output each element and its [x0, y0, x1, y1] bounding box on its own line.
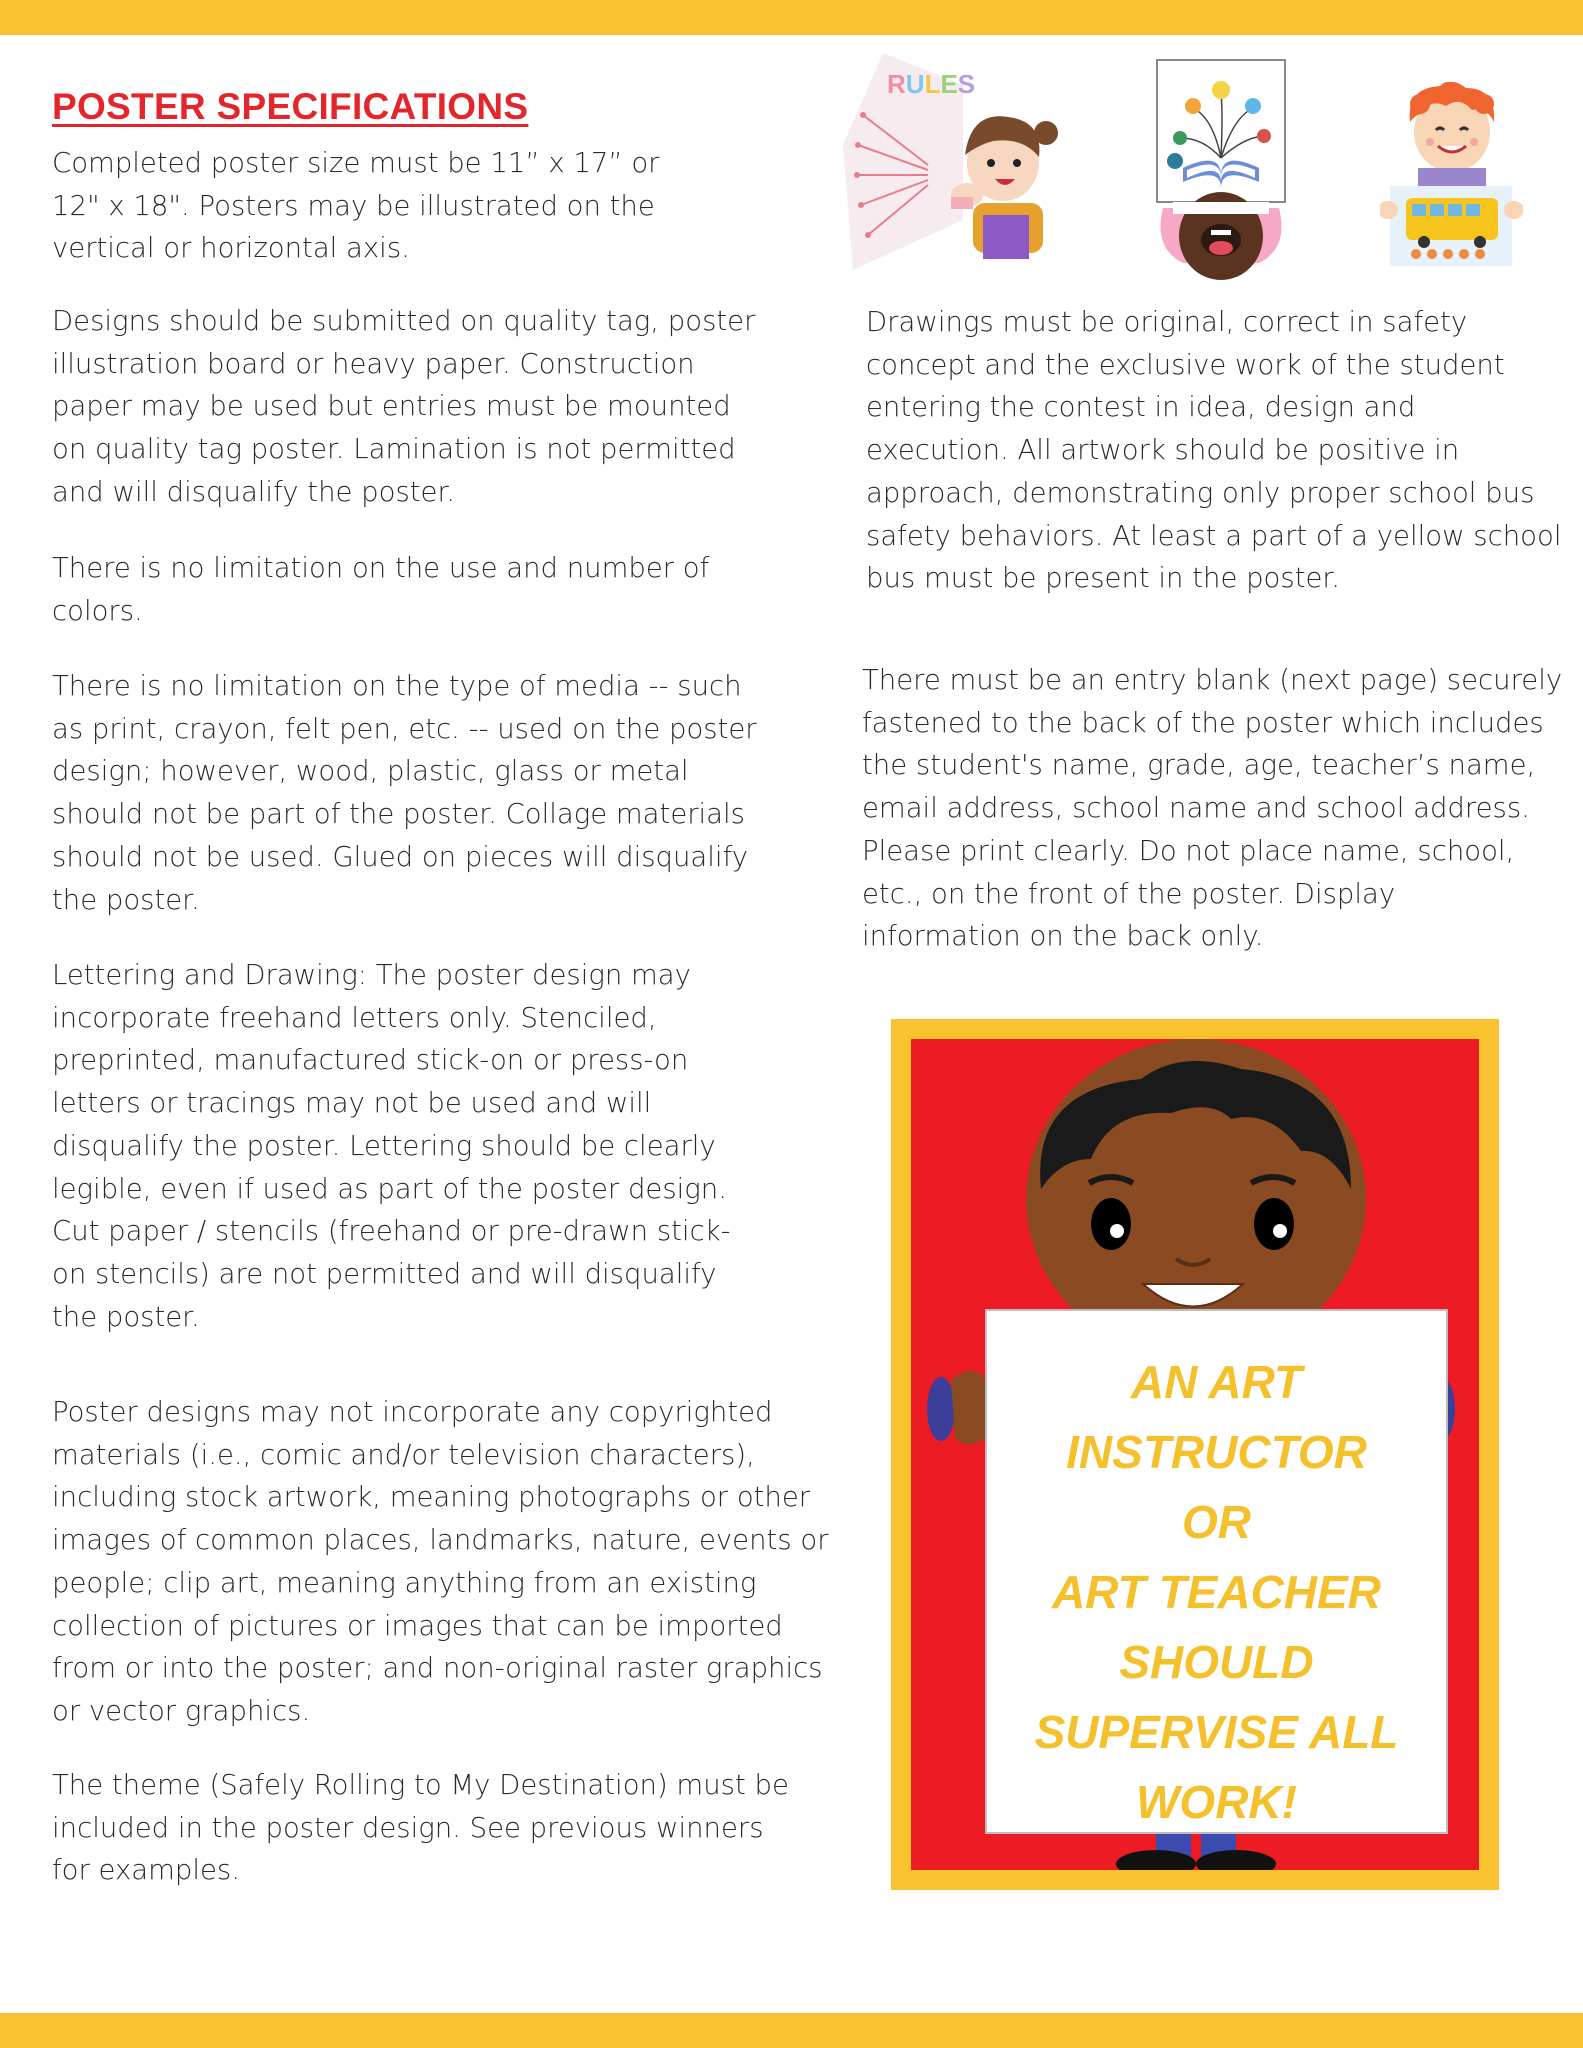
text-line: 12" x 18". Posters may be illustrated on the: [52, 189, 655, 222]
text-line: There is no limitation on the type of media -- such: [52, 670, 742, 702]
poster-line: SUPERVISE ALL: [1034, 1706, 1399, 1758]
text-line: preprinted, manufactured stick-on or press-on: [52, 1044, 689, 1077]
girl-rules-illustration: [843, 45, 1068, 277]
text-line: entering the contest in idea, design and: [866, 391, 1416, 424]
text-line: from or into the poster; and non-original raster graphics: [52, 1652, 823, 1685]
text-line: including stock artwork, meaning photographs or other: [52, 1481, 811, 1514]
text-line: letters or tracings may not be used and will: [52, 1087, 652, 1120]
text-line: Designs should be submitted on quality tag, poster: [52, 305, 756, 337]
poster-line: OR: [1182, 1496, 1251, 1548]
text-line: There is no limitation on the use and number of: [52, 552, 710, 584]
text-line: should not be used. Glued on pieces will disqualify: [52, 840, 749, 873]
poster-line: WORK!: [1136, 1776, 1297, 1828]
text-line: should not be part of the poster. Collage materials: [52, 798, 746, 831]
text-line: Completed poster size must be 11” x 17” or: [52, 147, 660, 179]
poster-line: SHOULD: [1119, 1636, 1314, 1688]
text-line: There must be an entry blank (next page) securely: [862, 664, 1563, 696]
text-line: the poster.: [52, 883, 200, 916]
text-line: legible, even if used as part of the poster design.: [52, 1172, 727, 1205]
paragraph-lettering: [52, 954, 731, 1338]
text-line: people; clip art, meaning anything from an existing: [52, 1566, 757, 1599]
text-line: safety behaviors. At least a part of a yellow school: [866, 519, 1562, 552]
paragraph-materials: [52, 300, 755, 514]
poster-line: ART TEACHER: [1052, 1566, 1381, 1618]
text-line: etc., on the front of the poster. Display: [862, 877, 1396, 910]
bottom-yellow-band: [0, 2013, 1583, 2048]
paragraph-colors: [52, 547, 709, 632]
text-line: images of common places, landmarks, nature, events or: [52, 1524, 829, 1557]
text-line: or vector graphics.: [52, 1694, 311, 1727]
poster-line: AN ART: [1130, 1356, 1303, 1408]
text-line: illustration board or heavy paper. Construction: [52, 347, 695, 380]
poster-line: INSTRUCTOR: [1066, 1426, 1367, 1478]
text-line: paper may be used but entries must be mounted: [52, 390, 731, 423]
text-line: approach, demonstrating only proper school bus: [866, 476, 1535, 509]
text-line: Poster designs may not incorporate any copyrighted: [52, 1396, 773, 1428]
text-line: vertical or horizontal axis.: [52, 232, 410, 265]
child-holding-book-illustration: [1153, 58, 1289, 282]
text-line: information on the back only.: [862, 920, 1264, 953]
poster-sign-board: [985, 1309, 1448, 1834]
paragraph-copyright: [52, 1391, 829, 1733]
text-line: the student's name, grade, age, teacher’s name,: [862, 749, 1536, 782]
rules-sign-text: RULES: [887, 69, 976, 99]
text-line: colors.: [52, 594, 143, 627]
poster-message: [987, 1347, 1446, 1837]
paragraph-entry-blank: [862, 659, 1562, 958]
text-line: Drawings must be original, correct in safety: [866, 306, 1468, 338]
text-line: the poster.: [52, 1300, 200, 1333]
text-line: for examples.: [52, 1854, 240, 1887]
text-line: on quality tag poster. Lamination is not permitted: [52, 433, 736, 466]
text-line: disqualify the poster. Lettering should be clearly: [52, 1129, 716, 1162]
text-line: email address, school name and school address.: [862, 792, 1530, 825]
text-line: as print, crayon, felt pen, etc. -- used on the poster: [52, 712, 757, 745]
boy-holding-bus-illustration: [1380, 82, 1523, 272]
poster-red-background: [911, 1039, 1479, 1870]
top-yellow-band: [0, 0, 1583, 35]
text-line: Lettering and Drawing: The poster design may: [52, 959, 691, 991]
text-line: execution. All artwork should be positive in: [866, 434, 1460, 467]
text-line: Please print clearly. Do not place name, school,: [862, 834, 1515, 867]
paragraph-poster-size: [52, 142, 659, 270]
text-line: The theme (Safely Rolling to My Destination) must be: [52, 1769, 789, 1801]
page-title: POSTER SPECIFICATIONS: [52, 86, 529, 127]
paragraph-media: [52, 665, 757, 921]
text-line: included in the poster design. See previous winners: [52, 1811, 764, 1844]
text-line: incorporate freehand letters only. Stenciled,: [52, 1001, 657, 1034]
text-line: design; however, wood, plastic, glass or metal: [52, 755, 689, 788]
text-line: concept and the exclusive work of the student: [866, 348, 1505, 381]
text-line: collection of pictures or images that can be imported: [52, 1609, 783, 1642]
paragraph-originality: [866, 301, 1561, 600]
text-line: bus must be present in the poster.: [866, 562, 1340, 595]
text-line: materials (i.e., comic and/or television characters),: [52, 1438, 755, 1471]
text-line: on stencils) are not permitted and will disqualify: [52, 1257, 717, 1290]
paragraph-theme: [52, 1764, 789, 1892]
supervision-poster: [891, 1019, 1499, 1890]
text-line: Cut paper / stencils (freehand or pre-drawn stick-: [52, 1215, 731, 1248]
text-line: and will disqualify the poster.: [52, 475, 455, 508]
text-line: fastened to the back of the poster which includes: [862, 706, 1544, 739]
